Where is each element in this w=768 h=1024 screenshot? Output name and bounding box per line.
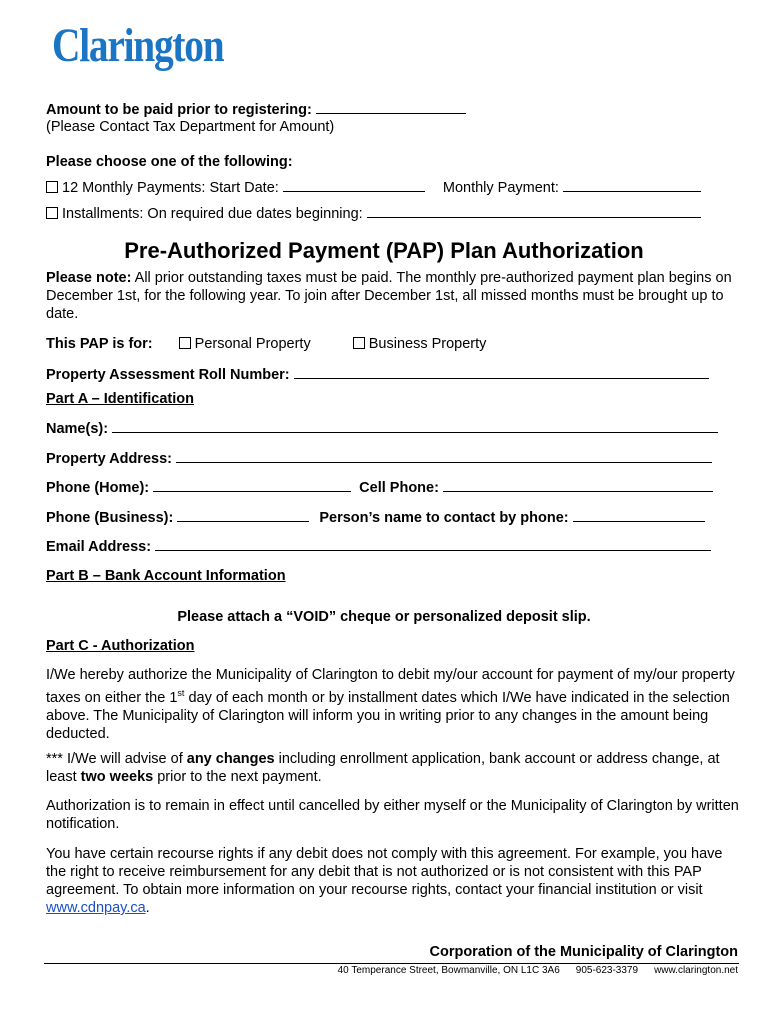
monthly-payment-label: Monthly Payment: xyxy=(442,180,559,196)
names-label: Name(s): xyxy=(46,421,109,437)
clarington-logo: Clarington xyxy=(52,19,224,72)
installments-option-row xyxy=(46,204,701,223)
monthly-payment-field[interactable] xyxy=(563,178,701,192)
phone-business-field[interactable] xyxy=(177,508,309,522)
phone-business-row xyxy=(46,508,705,527)
footer-phone: 905-623-3379 xyxy=(575,965,639,976)
business-property-checkbox[interactable] xyxy=(353,337,365,349)
installments-option-label: Installments: On required due dates beginning: xyxy=(62,206,363,222)
pap-for-label: This PAP is for: xyxy=(46,336,153,352)
phone-business-label: Phone (Business): xyxy=(46,510,174,526)
footer-org: Corporation of the Municipality of Clarington xyxy=(429,944,738,960)
cdnpay-link[interactable]: www.cdnpay.ca xyxy=(46,900,146,916)
names-field[interactable] xyxy=(112,419,718,433)
amount-label: Amount to be paid prior to registering: xyxy=(46,102,312,118)
address-row xyxy=(46,449,712,468)
amount-note: (Please Contact Tax Department for Amount) xyxy=(46,119,335,135)
advise-two-weeks: two weeks xyxy=(80,769,154,785)
cell-phone-field[interactable] xyxy=(443,478,713,492)
advise-text-e: prior to the next payment. xyxy=(153,769,322,785)
choose-heading: Please choose one of the following: xyxy=(46,154,293,170)
email-label: Email Address: xyxy=(46,539,152,555)
address-label: Property Address: xyxy=(46,451,172,467)
authorization-text-a: I/We hereby authorize the Municipality of Clarington to debit my/our account for payment of my/our property taxes on either the 1 xyxy=(46,667,735,706)
contact-person-field[interactable] xyxy=(573,508,705,522)
names-row xyxy=(46,419,718,438)
pap-for-row xyxy=(46,335,486,353)
part-c-heading: Part C - Authorization xyxy=(46,638,195,654)
monthly-option-row xyxy=(46,178,701,197)
address-field[interactable] xyxy=(176,449,712,463)
amount-field[interactable] xyxy=(316,100,466,114)
footer-address: 40 Temperance Street, Bowmanville, ON L1C 3A6 xyxy=(337,965,560,976)
personal-property-checkbox[interactable] xyxy=(179,337,191,349)
contact-person-label: Person’s name to contact by phone: xyxy=(319,510,569,526)
phone-home-field[interactable] xyxy=(153,478,351,492)
note-paragraph xyxy=(46,269,746,323)
installments-checkbox[interactable] xyxy=(46,207,58,219)
email-field[interactable] xyxy=(155,537,711,551)
authorization-text-b: day of each month or by installment dates which I/We have indicated in the selection above. The Municipality of Clarington will inform you in writing prior to any changes in the amount being deducted. xyxy=(46,689,730,742)
email-row xyxy=(46,537,711,556)
monthly-checkbox[interactable] xyxy=(46,181,58,193)
recourse-end: . xyxy=(145,900,150,916)
part-a-heading: Part A – Identification xyxy=(46,391,194,407)
roll-number-row xyxy=(46,365,709,384)
phone-home-label: Phone (Home): xyxy=(46,480,150,496)
authorization-sup: st xyxy=(177,688,185,698)
authorization-paragraph xyxy=(46,666,746,743)
note-text: All prior outstanding taxes must be paid. The monthly pre-authorized payment plan begins on December 1st, for the following year. To join after December 1st, all missed months must be brought up to date. xyxy=(46,270,732,322)
advise-any-changes: any changes xyxy=(186,751,275,767)
business-property-label: Business Property xyxy=(368,336,487,352)
phone-home-row xyxy=(46,478,713,497)
footer-contact xyxy=(338,965,738,976)
installments-date-field[interactable] xyxy=(367,204,701,218)
roll-number-field[interactable] xyxy=(294,365,709,379)
form-title: Pre-Authorized Payment (PAP) Plan Authorization xyxy=(124,238,644,263)
personal-property-label: Personal Property xyxy=(194,336,311,352)
footer-website: www.clarington.net xyxy=(654,965,738,976)
cell-phone-label: Cell Phone: xyxy=(359,480,439,496)
advise-text-c: including enrollment application, bank account or address change, at least xyxy=(46,751,720,785)
recourse-text: You have certain recourse rights if any debit does not comply with this agreement. For example, you have the right to receive reimbursement for any debit that is not authorized or is not consistent with this PAP agreement. To obtain more information on your recourse rights, contact your financial institution or visit xyxy=(46,846,723,898)
amount-row xyxy=(46,100,466,119)
recourse-paragraph xyxy=(46,845,746,917)
note-label: Please note: xyxy=(46,270,132,286)
effect-paragraph: Authorization is to remain in effect until cancelled by either myself or the Municipality of Clarington by written notification. xyxy=(46,798,739,832)
advise-text-a: *** I/We will advise of xyxy=(46,751,187,767)
part-b-heading: Part B – Bank Account Information xyxy=(46,568,286,584)
monthly-option-label: 12 Monthly Payments: Start Date: xyxy=(62,180,279,196)
start-date-field[interactable] xyxy=(283,178,425,192)
advise-paragraph xyxy=(46,750,746,786)
void-cheque-instruction: Please attach a “VOID” cheque or personalized deposit slip. xyxy=(177,609,591,625)
roll-number-label: Property Assessment Roll Number: xyxy=(46,367,290,383)
footer-divider xyxy=(44,963,739,964)
